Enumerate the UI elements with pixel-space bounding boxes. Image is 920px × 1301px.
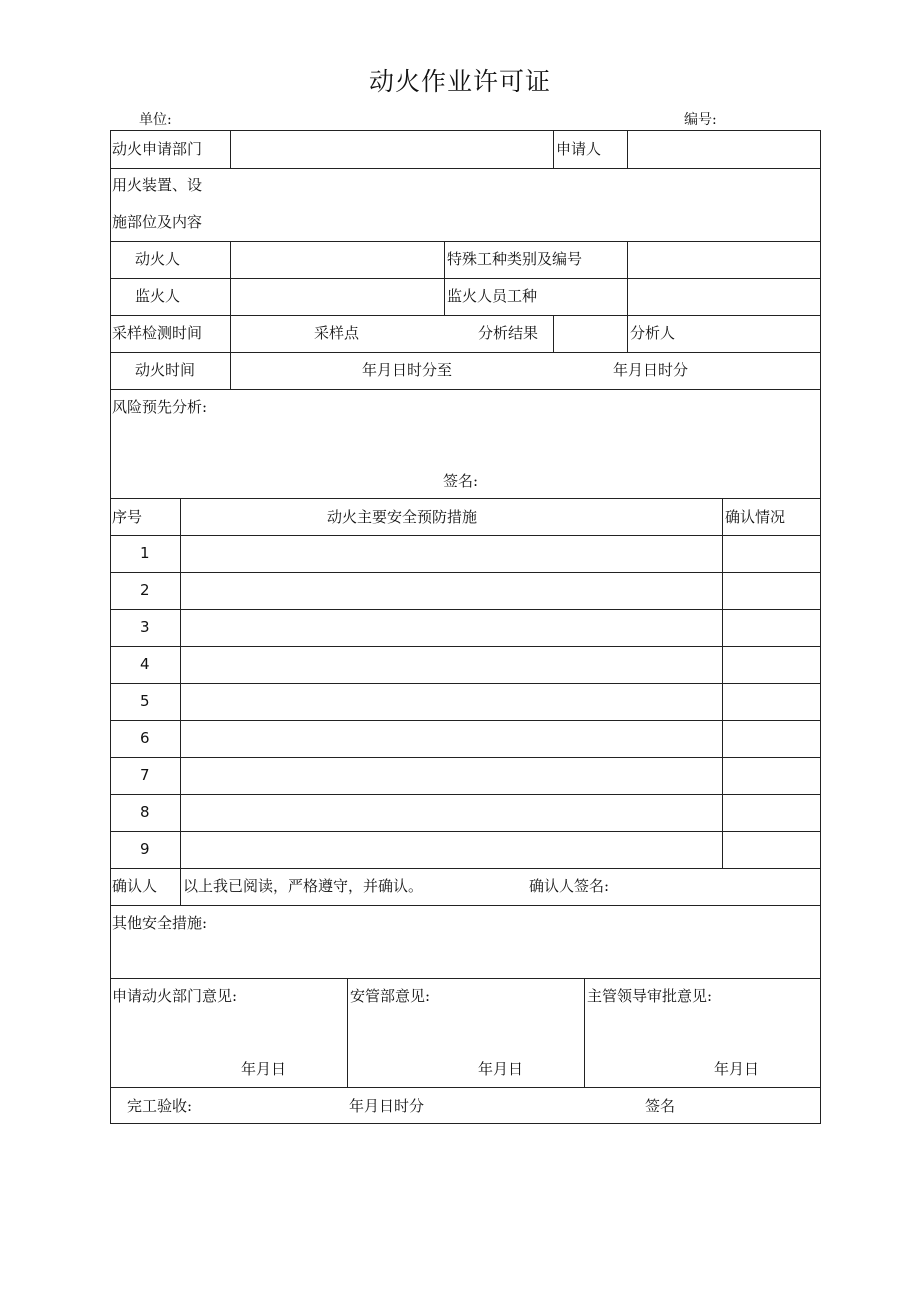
location-label-line1: 用火装置、设 (112, 176, 203, 194)
col-confirm-header: 确认情况 (725, 508, 786, 526)
operator-label: 动火人 (135, 250, 181, 268)
fire-time-label: 动火时间 (135, 361, 196, 379)
row-number: 9 (140, 840, 150, 858)
completion-sign-label: 签名 (645, 1097, 676, 1115)
col-measure-header: 动火主要安全预防措施 (327, 508, 478, 526)
row-number: 1 (140, 544, 150, 562)
dept-opinion-label: 申请动火部门意见: (112, 987, 238, 1005)
row-number: 5 (140, 692, 150, 710)
safety-opinion-date: 年月日 (478, 1060, 524, 1078)
safety-opinion-label: 安管部意见: (350, 987, 431, 1005)
analyst-label: 分析人 (630, 324, 676, 342)
row-number: 2 (140, 581, 150, 599)
risk-sign-label: 签名: (443, 472, 479, 490)
applicant-label: 申请人 (556, 140, 602, 158)
number-label: 编号: (684, 112, 717, 128)
page-title: 动火作业许可证 (368, 67, 551, 96)
completion-datetime: 年月日时分 (349, 1097, 425, 1115)
completion-label: 完工验收: (127, 1097, 193, 1115)
leader-opinion-date: 年月日 (714, 1060, 760, 1078)
analysis-result-label: 分析结果 (478, 324, 539, 342)
confirm-sign-label: 确认人签名: (529, 877, 610, 895)
risk-analysis-label: 风险预先分析: (112, 398, 208, 416)
sample-point-label: 采样点 (314, 324, 360, 342)
dept-label: 动火申请部门 (112, 140, 203, 158)
fire-time-to: 年月日时分 (613, 361, 689, 379)
monitor-type-label: 监火人员工种 (447, 287, 538, 305)
dept-opinion-date: 年月日 (241, 1060, 287, 1078)
confirm-statement: 以上我已阅读，严格遵守，并确认。 (183, 877, 424, 895)
sample-time-label: 采样检测时间 (112, 324, 203, 342)
leader-opinion-label: 主管领导审批意见: (587, 987, 713, 1005)
location-label-line2: 施部位及内容 (112, 213, 203, 231)
row-number: 8 (140, 803, 150, 821)
permit-form-table (110, 130, 821, 1124)
fire-time-from: 年月日时分至 (362, 361, 453, 379)
row-number: 4 (140, 655, 150, 673)
col-no-header: 序号 (112, 508, 143, 526)
row-number: 7 (140, 766, 150, 784)
special-work-label: 特殊工种类别及编号 (447, 250, 583, 268)
confirm-label: 确认人 (112, 877, 158, 895)
monitor-label: 监火人 (135, 287, 181, 305)
row-number: 6 (140, 729, 150, 747)
other-measures-label: 其他安全措施: (112, 914, 208, 932)
row-number: 3 (140, 618, 150, 636)
unit-label: 单位: (139, 112, 172, 128)
